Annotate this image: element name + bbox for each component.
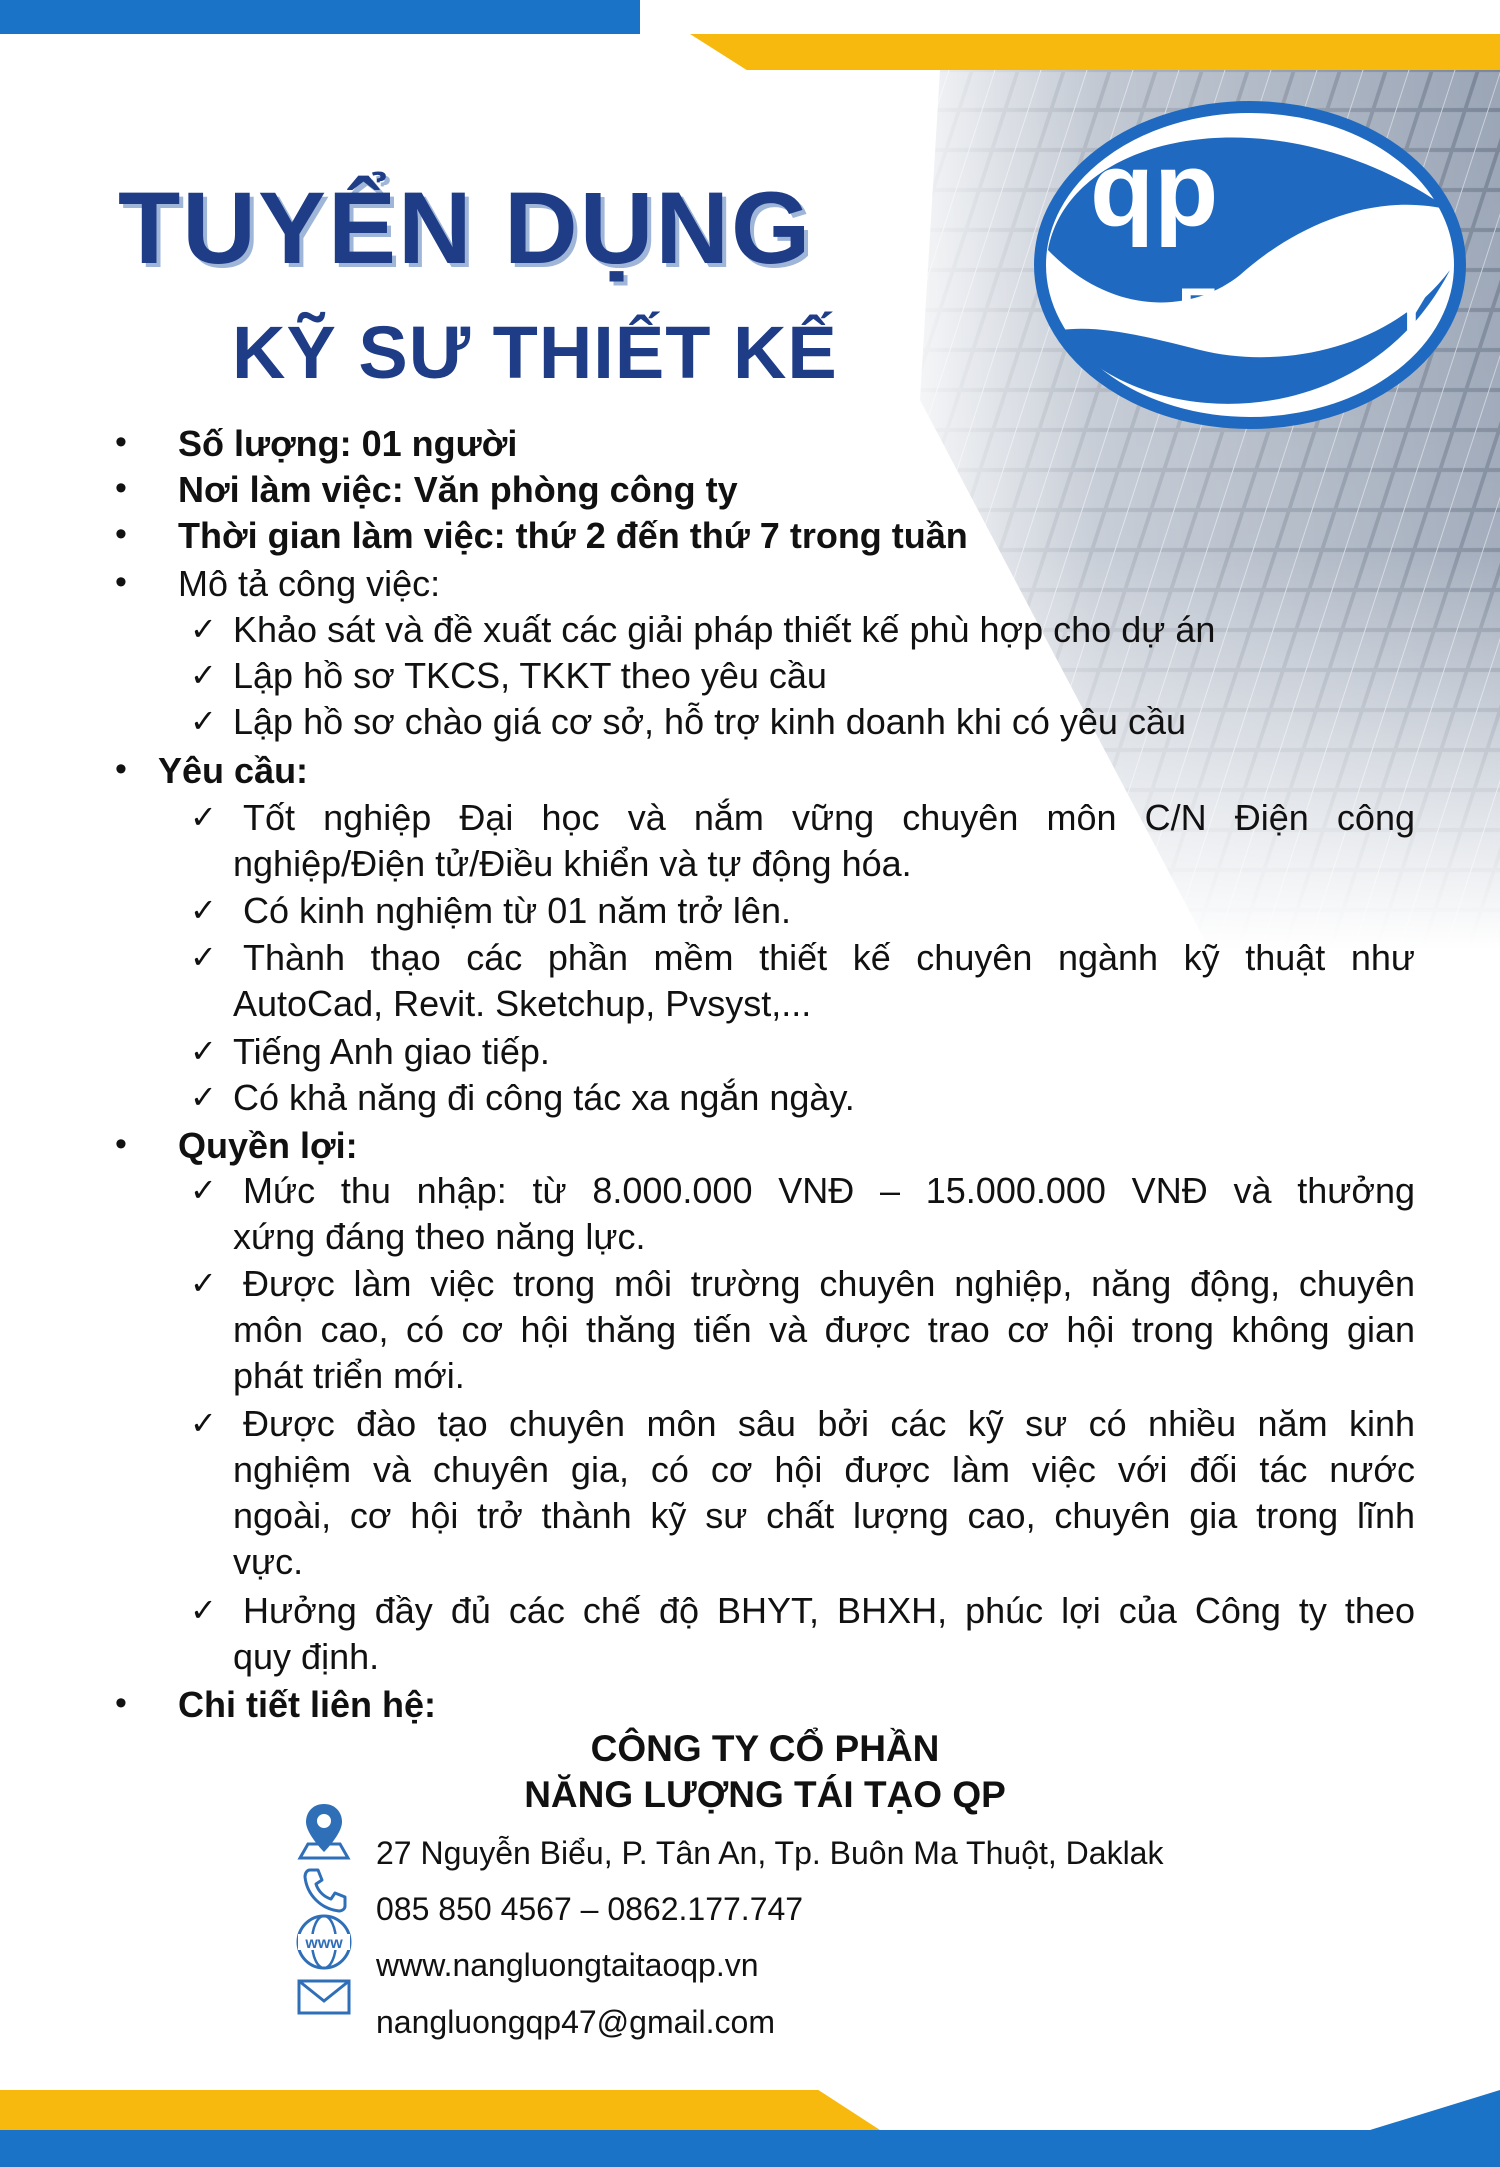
benefit-item: Được làm việc trong môi trường chuyên nghiệp, năng động, chuyên — [243, 1263, 1415, 1304]
www-globe-icon — [294, 1912, 354, 1972]
bottom-blue-band — [0, 2130, 1500, 2167]
benefit-item: Hưởng đầy đủ các chế độ BHYT, BHXH, phúc lợi của Công ty theo — [243, 1590, 1415, 1631]
requirements-title: Yêu cầu: — [158, 750, 309, 791]
bottom-blue-band-tip — [1300, 2090, 1500, 2130]
address-text: 27 Nguyễn Biểu, P. Tân An, Tp. Buôn Ma Thuột, Daklak — [376, 1834, 1164, 1871]
bullet: • — [115, 1125, 127, 1163]
company-name-line1: CÔNG TY CỔ PHẦN — [590, 1728, 940, 1769]
bullet: • — [115, 469, 127, 507]
logo-word: ENERGY — [1178, 276, 1432, 343]
check-icon: ✓ — [190, 702, 217, 740]
job-title: KỸ SƯ THIẾT KẾ — [232, 311, 838, 394]
bullet: • — [115, 515, 127, 553]
check-icon: ✓ — [190, 938, 217, 976]
bullet: • — [115, 750, 127, 788]
check-icon: ✓ — [190, 656, 217, 694]
check-icon: ✓ — [190, 1264, 217, 1302]
workplace-text: Nơi làm việc: Văn phòng công ty — [178, 469, 738, 510]
job-desc-item: Khảo sát và đề xuất các giải pháp thiết kế phù hợp cho dự án — [233, 609, 1216, 650]
check-icon: ✓ — [190, 891, 217, 929]
top-yellow-band — [690, 34, 1500, 70]
benefits-title: Quyền lợi: — [178, 1125, 358, 1166]
email-link[interactable]: nangluongqp47@gmail.com — [376, 2003, 775, 2040]
company-name-line2: NĂNG LƯỢNG TÁI TẠO QP — [524, 1774, 1006, 1815]
bottom-yellow-band — [0, 2090, 880, 2130]
job-desc-item: Lập hồ sơ chào giá cơ sở, hỗ trợ kinh doanh khi có yêu cầu — [233, 701, 1186, 742]
benefit-item-cont: ngoài, cơ hội trở thành kỹ sư chất lượng cao, chuyên gia trong lĩnh — [233, 1495, 1415, 1536]
requirement-item: Tiếng Anh giao tiếp. — [233, 1031, 550, 1072]
check-icon: ✓ — [190, 610, 217, 648]
benefit-item-cont: xứng đáng theo năng lực. — [233, 1216, 646, 1257]
check-icon: ✓ — [190, 1404, 217, 1442]
top-blue-band — [0, 0, 640, 34]
contact-title: Chi tiết liên hệ: — [178, 1684, 437, 1725]
qp-energy-logo — [1030, 100, 1470, 430]
phone-icon — [300, 1864, 352, 1916]
benefit-item: Mức thu nhập: từ 8.000.000 VNĐ – 15.000.000 VNĐ và thưởng — [243, 1170, 1415, 1211]
benefit-item-cont: vực. — [233, 1541, 304, 1582]
envelope-icon — [296, 1975, 352, 2019]
check-icon: ✓ — [190, 1032, 217, 1070]
bullet: • — [115, 563, 127, 601]
location-pin-icon — [294, 1800, 354, 1860]
page-title: TUYỂN DỤNG — [118, 171, 813, 285]
benefit-item: Được đào tạo chuyên môn sâu bởi các kỹ sư có nhiều năm kinh — [243, 1403, 1415, 1444]
bullet: • — [115, 423, 127, 461]
requirement-item: Có khả năng đi công tác xa ngắn ngày. — [233, 1077, 855, 1118]
requirement-item: Có kinh nghiệm từ 01 năm trở lên. — [243, 890, 791, 931]
job-desc-item: Lập hồ sơ TKCS, TKKT theo yêu cầu — [233, 655, 827, 696]
check-icon: ✓ — [190, 1171, 217, 1209]
quantity-text: Số lượng: 01 người — [178, 423, 518, 464]
phone-text: 085 850 4567 – 0862.177.747 — [376, 1890, 804, 1927]
check-icon: ✓ — [190, 1591, 217, 1629]
website-link[interactable]: www.nangluongtaitaoqp.vn — [376, 1946, 759, 1983]
requirement-item: Thành thạo các phần mềm thiết kế chuyên ngành kỹ thuật như — [243, 937, 1415, 978]
benefit-item-cont: quy định. — [233, 1636, 380, 1677]
requirement-item: Tốt nghiệp Đại học và nắm vững chuyên môn C/N Điện công — [243, 797, 1415, 838]
benefit-item-cont: phát triển mới. — [233, 1355, 465, 1396]
requirement-item-cont: AutoCad, Revit. Sketchup, Pvsyst,... — [233, 983, 812, 1024]
work-time-text: Thời gian làm việc: thứ 2 đến thứ 7 trong tuần — [178, 515, 968, 556]
check-icon: ✓ — [190, 798, 217, 836]
check-icon: ✓ — [190, 1078, 217, 1116]
benefit-item-cont: môn cao, có cơ hội thăng tiến và được trao cơ hội trong không gian — [233, 1309, 1415, 1350]
logo-mark: qp — [1090, 131, 1219, 248]
requirement-item-cont: nghiệp/Điện tử/Điều khiển và tự động hóa. — [233, 843, 912, 884]
www-label: www — [305, 1935, 343, 1952]
benefit-item-cont: nghiệm và chuyên gia, có cơ hội được làm việc với đối tác nước — [233, 1449, 1415, 1490]
bullet: • — [115, 1684, 127, 1722]
job-desc-title: Mô tả công việc: — [178, 563, 441, 604]
